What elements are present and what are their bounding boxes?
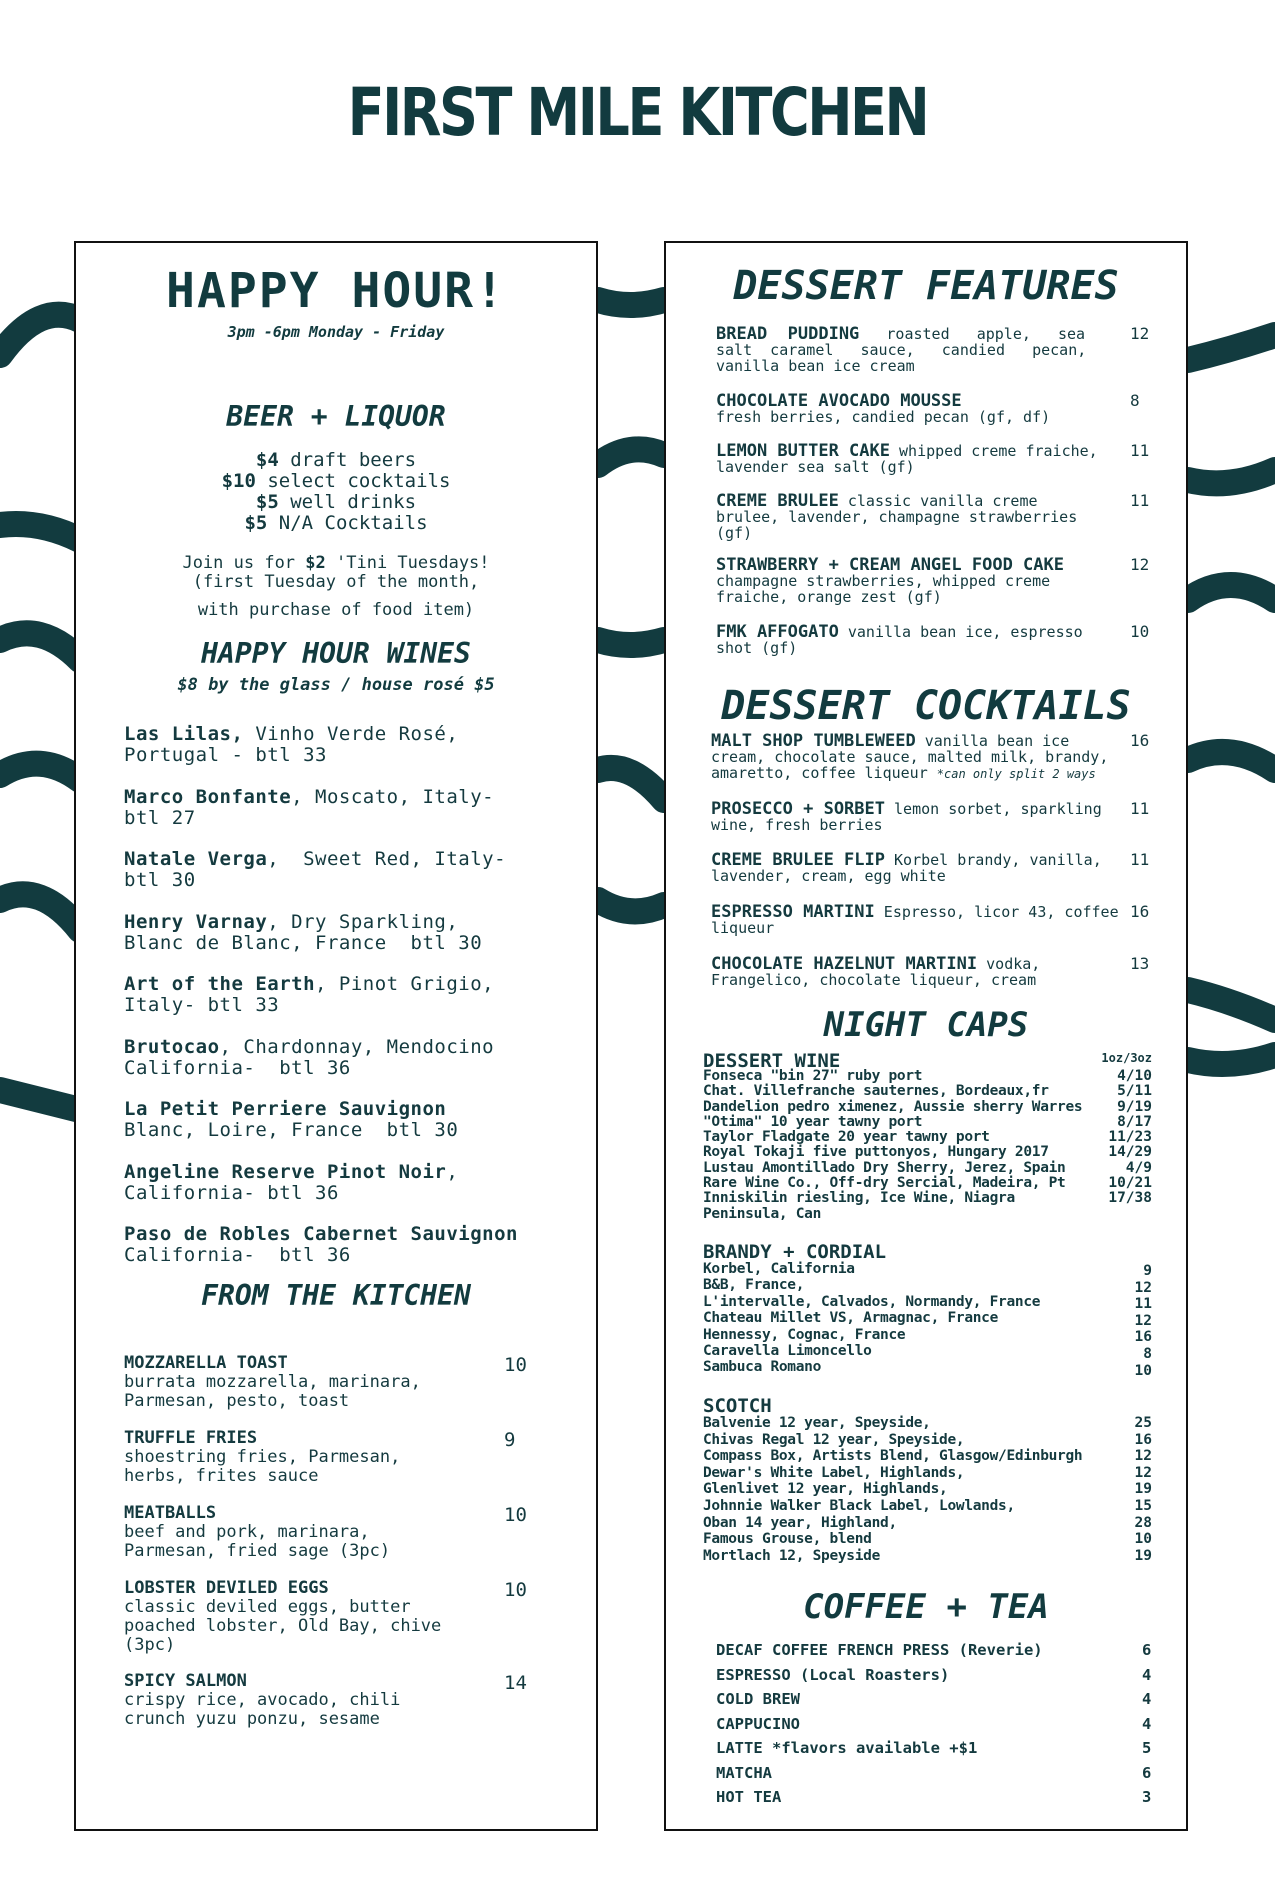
brandy-price: 11 (1134, 1296, 1152, 1313)
cocktail-price: 11 (1130, 799, 1150, 818)
coffee-name: LATTE *flavors available +$1 (716, 1739, 978, 1757)
wine-item (124, 974, 554, 1016)
tini-tuesday-line-3: with purchase of food item) (197, 600, 475, 620)
wine-name: La Petit Perriere Sauvignon (124, 1098, 447, 1120)
deal-price: $4 (255, 449, 279, 471)
kitchen-item (124, 1429, 400, 1486)
brandy-name: Hennessy, Cognac, France (703, 1326, 906, 1343)
kitchen-item-desc: crispy rice, avocado, chili crunch yuzu ponzu, sesame (124, 1690, 401, 1729)
cocktail-item (711, 902, 1119, 937)
kitchen-item-price: 10 (504, 1354, 527, 1376)
brandy-name: Korbel, California (703, 1261, 855, 1277)
cocktail-desc: lemon sorbet, sparkling wine, fresh berries (711, 800, 1102, 834)
night-caps-heading: NIGHT CAPS (823, 1005, 1029, 1045)
brandy-name: Caravella Limoncello (703, 1343, 872, 1360)
dessert-item (716, 393, 1116, 425)
beer-liquor-deals (76, 450, 596, 534)
dessert-wine-price: 9/19 (1117, 1098, 1152, 1115)
cocktail-item (711, 733, 1111, 782)
dessert-wine-name: Peninsula, Can (703, 1205, 822, 1222)
from-the-kitchen-heading: FROM THE KITCHEN (201, 1279, 471, 1312)
dessert-wine-name: Rare Wine Co., Off-dry Sercial, Madeira, Pt (703, 1175, 1066, 1192)
wine-detail: , Sweet Red, Italy- (267, 848, 507, 870)
dessert-wine-price: 11/23 (1108, 1129, 1152, 1146)
dessert-desc: whipped creme fraiche, lavender sea salt (gf) (716, 442, 1098, 476)
scotch-name: Compass Box, Artists Blend, Glasgow/Edinburgh (703, 1448, 1083, 1465)
deal-line (76, 471, 596, 492)
cocktail-price: 13 (1130, 954, 1150, 973)
dessert-wine-name: Chat. Villefranche sauternes, Bordeaux,fr (703, 1083, 1049, 1100)
coffee-name: HOT TEA (716, 1788, 782, 1806)
dessert-price: 12 (1130, 555, 1150, 574)
brandy-price: 10 (1134, 1362, 1152, 1379)
dessert-item (716, 326, 1116, 374)
wine-name: Art of the Earth (124, 973, 316, 995)
happy-hour-title: HAPPY HOUR! (166, 263, 506, 319)
wine-name: Angeline Reserve Pinot Noir (124, 1160, 447, 1183)
wine-line-2: btl 30 (124, 869, 196, 891)
coffee-name: COLD BREW (716, 1690, 800, 1708)
kitchen-item-name: MOZZARELLA TOAST (124, 1353, 288, 1373)
scotch-name: Oban 14 year, Highland, (703, 1514, 897, 1531)
scotch-prices (1135, 1415, 1152, 1564)
cocktail-name: CREME BRULEE FLIP (711, 850, 885, 870)
kitchen-item-name: SPICY SALMON (124, 1671, 247, 1691)
coffee-price: 4 (1142, 1665, 1152, 1684)
dessert-price: 12 (1130, 324, 1150, 343)
happy-hour-panel (74, 241, 598, 1831)
dessert-name: CHOCOLATE AVOCADO MOUSSE (716, 391, 962, 411)
wine-item (124, 724, 554, 766)
dessert-wine-price (1108, 1207, 1152, 1222)
coffee-name: DECAF COFFEE FRENCH PRESS (Reverie) (716, 1641, 1043, 1659)
dessert-wine-price: 4/9 (1125, 1159, 1152, 1176)
deal-price: $5 (244, 512, 268, 534)
cocktail-name: PROSECCO + SORBET (711, 799, 885, 819)
deal-line (76, 513, 596, 534)
dessert-wine-name: Fonseca "bin 27" ruby port (703, 1068, 923, 1084)
dessert-wine-price: 14/29 (1108, 1144, 1152, 1161)
deal-line (76, 492, 596, 513)
wine-line-2: Blanc, Loire, France btl 30 (124, 1119, 459, 1141)
cocktail-desc: Espresso, licor 43, coffee liqueur (711, 903, 1119, 937)
dessert-wine-price: 4/10 (1117, 1068, 1152, 1084)
kitchen-item-desc: classic deviled eggs, butter poached lobster, Old Bay, chive (3pc) (124, 1597, 442, 1655)
deal-text: N/A Cocktails (267, 512, 428, 534)
dessert-desc: roasted apple, sea salt caramel sauce, candied pecan, vanilla bean ice cream (716, 325, 1087, 375)
dessert-panel (664, 241, 1188, 1831)
cocktail-desc: vodka, Frangelico, chocolate liqueur, cream (711, 955, 1041, 989)
wine-name: Paso de Robles Cabernet Sauvignon (124, 1223, 518, 1245)
happy-hour-wines-subheading: $8 by the glass / house rosé $5 (177, 675, 495, 695)
dessert-wine-price: 5/11 (1117, 1083, 1152, 1100)
dessert-wine-name: Dandelion pedro ximenez, Aussie sherry Warres (703, 1098, 1083, 1115)
dessert-features-heading: DESSERT FEATURES (733, 263, 1119, 309)
happy-hour-wines-heading: HAPPY HOUR WINES (201, 637, 471, 670)
wine-detail: , Moscato, Italy- (291, 785, 495, 808)
coffee-price: 4 (1142, 1714, 1152, 1733)
cocktail-note: *can only split 2 ways (936, 767, 1096, 781)
scotch-price: 12 (1134, 1464, 1152, 1481)
scotch-name: Chivas Regal 12 year, Speyside, (703, 1431, 965, 1448)
wine-name: Las Lilas, (124, 723, 244, 745)
tini-tuesday-line-2: (first Tuesday of the month, (192, 572, 480, 592)
wine-name: Marco Bonfante (124, 785, 292, 808)
dessert-wine-heading: DESSERT WINE (703, 1050, 841, 1072)
brandy-names (703, 1261, 1040, 1376)
kitchen-item-desc: shoestring fries, Parmesan, herbs, frites sauce (124, 1447, 401, 1486)
dessert-price: 8 (1130, 391, 1140, 410)
scotch-name: Glenlivet 12 year, Highlands, (703, 1481, 948, 1498)
wine-line-2: Blanc de Blanc, France btl 30 (124, 931, 483, 954)
wine-line-2: California- btl 36 (124, 1056, 351, 1079)
wine-item (124, 1162, 554, 1204)
dessert-desc: fresh berries, candied pecan (gf, df) (716, 408, 1051, 426)
coffee-names (716, 1638, 1043, 1810)
cocktail-price: 11 (1130, 850, 1150, 869)
dessert-price: 11 (1130, 441, 1150, 460)
wine-detail: , Dry Sparkling, (267, 910, 459, 933)
dessert-item (716, 493, 1116, 541)
dessert-wine-name: Inniskilin riesling, Ice Wine, Niagra (703, 1190, 1015, 1207)
wine-detail: , (446, 1160, 459, 1183)
wine-line-2: Portugal - btl 33 (124, 744, 327, 766)
dessert-name: FMK AFFOGATO (716, 622, 839, 642)
wine-line-2: Italy- btl 33 (124, 994, 280, 1016)
deal-line (76, 450, 596, 471)
wine-item (124, 849, 554, 891)
wine-line-1 (124, 912, 554, 933)
wine-line-1 (124, 787, 554, 808)
scotch-price: 16 (1134, 1431, 1152, 1448)
scotch-name: Balvenie 12 year, Speyside, (703, 1415, 931, 1431)
happy-hour-time: 3pm -6pm Monday - Friday (227, 323, 445, 341)
coffee-tea-heading: COFFEE + TEA (803, 1587, 1049, 1627)
scotch-heading: SCOTCH (703, 1395, 772, 1417)
brandy-price: 12 (1134, 1279, 1152, 1296)
dessert-price: 11 (1130, 491, 1150, 510)
kitchen-item-name: TRUFFLE FRIES (124, 1428, 258, 1448)
scotch-name: Famous Grouse, blend (703, 1531, 872, 1548)
scotch-price: 15 (1134, 1497, 1152, 1514)
scotch-price: 28 (1134, 1514, 1152, 1531)
cocktail-item (711, 852, 1111, 884)
scotch-name: Dewar's White Label, Highlands, (703, 1464, 965, 1481)
kitchen-item-price: 10 (504, 1504, 527, 1526)
kitchen-item (124, 1504, 390, 1561)
dessert-wine-name: "Otima" 10 year tawny port (703, 1113, 923, 1130)
dessert-wine-price: 17/38 (1108, 1190, 1152, 1207)
brandy-price: 8 (1143, 1345, 1152, 1362)
scotch-price: 12 (1134, 1448, 1152, 1465)
kitchen-item-name: MEATBALLS (124, 1503, 217, 1523)
wine-line-2: btl 27 (124, 806, 196, 829)
dessert-name: STRAWBERRY + CREAM ANGEL FOOD CAKE (716, 555, 1064, 575)
dessert-wine-name: Taylor Fladgate 20 year tawny port (703, 1129, 990, 1146)
scotch-name: Mortlach 12, Speyside (703, 1547, 881, 1564)
wine-line-1 (124, 974, 554, 995)
dessert-cocktails-heading: DESSERT COCKTAILS (721, 683, 1131, 729)
wine-line-1 (124, 1037, 554, 1058)
wine-line-2: California- btl 36 (124, 1244, 351, 1266)
wine-detail: Vinho Verde Rosé, (243, 723, 459, 745)
kitchen-item-price: 9 (504, 1429, 516, 1451)
coffee-name: CAPPUCINO (716, 1714, 800, 1733)
dessert-wine-prices (1108, 1069, 1152, 1222)
dessert-desc: vanilla bean ice, espresso shot (gf) (716, 623, 1083, 657)
brandy-prices (1135, 1263, 1152, 1379)
coffee-name: MATCHA (716, 1763, 772, 1782)
dessert-desc: classic vanilla creme brulee, lavender, champagne strawberries (gf) (716, 492, 1078, 542)
wine-line-1 (124, 724, 554, 745)
dessert-wine-name: Royal Tokaji five puttonyos, Hungary 2017 (703, 1144, 1049, 1161)
kitchen-item (124, 1579, 441, 1655)
kitchen-item-desc: burrata mozzarella, marinara, Parmesan, pesto, toast (124, 1372, 421, 1411)
cocktail-price: 16 (1130, 902, 1150, 921)
dessert-name: CREME BRULEE (716, 491, 839, 511)
brandy-price: 16 (1134, 1329, 1152, 1346)
brandy-price: 12 (1134, 1312, 1152, 1329)
brandy-cordial-heading: BRANDY + CORDIAL (703, 1241, 887, 1263)
wine-line-2: California- btl 36 (124, 1181, 339, 1204)
dessert-wine-names (703, 1069, 1082, 1222)
dessert-name: BREAD PUDDING (716, 324, 860, 344)
dessert-item (716, 624, 1116, 656)
wine-name: Natale Verga (124, 848, 268, 870)
cocktail-name: CHOCOLATE HAZELNUT MARTINI (711, 954, 978, 974)
wine-line-1 (124, 849, 554, 870)
tini-tuesday-line-1: Join us for $2 'Tini Tuesdays! (182, 553, 490, 573)
restaurant-logo: FIRST MILE KITCHEN (347, 74, 928, 151)
brandy-name: L'intervalle, Calvados, Normandy, France (703, 1293, 1041, 1310)
dessert-item (716, 443, 1116, 475)
scotch-price: 19 (1134, 1547, 1152, 1564)
coffee-price: 5 (1142, 1739, 1152, 1757)
wine-name: Henry Varnay (124, 910, 268, 933)
dessert-name: LEMON BUTTER CAKE (716, 441, 890, 461)
wine-line-1 (124, 1224, 554, 1245)
kitchen-item-name: LOBSTER DEVILED EGGS (124, 1578, 329, 1598)
wine-detail: , Pinot Grigio, (315, 973, 495, 995)
dessert-wine-price: 8/17 (1117, 1113, 1152, 1130)
brandy-name: Chateau Millet VS, Armagnac, France (703, 1310, 999, 1327)
deal-text: well drinks (278, 491, 417, 513)
dessert-price: 10 (1130, 622, 1150, 641)
cocktail-name: ESPRESSO MARTINI (711, 902, 875, 922)
wine-line-1 (124, 1162, 554, 1183)
kitchen-item-price: 10 (504, 1579, 527, 1601)
kitchen-item (124, 1672, 400, 1729)
deal-price: $10 (221, 470, 256, 492)
coffee-price: 6 (1142, 1641, 1152, 1659)
cocktail-price: 16 (1130, 731, 1150, 750)
cocktail-desc: Korbel brandy, vanilla, lavender, cream, egg white (711, 851, 1102, 885)
wine-name: Brutocao (124, 1035, 220, 1058)
deal-text: select cocktails (255, 470, 451, 492)
coffee-price: 6 (1142, 1763, 1152, 1782)
wine-line-1 (124, 1099, 554, 1120)
dessert-item (716, 557, 1116, 605)
coffee-price: 4 (1142, 1690, 1152, 1708)
beer-liquor-heading: BEER + LIQUOR (226, 400, 446, 433)
brandy-name: B&B, France, (703, 1277, 805, 1294)
cocktail-name: MALT SHOP TUMBLEWEED (711, 731, 916, 751)
deal-text: draft beers (278, 449, 417, 471)
dessert-wine-price: 10/21 (1108, 1175, 1152, 1192)
wine-item (124, 912, 554, 954)
coffee-prices (1142, 1638, 1151, 1810)
scotch-price: 25 (1134, 1415, 1152, 1431)
coffee-name: ESPRESSO (Local Roasters) (716, 1665, 950, 1684)
brandy-price: 9 (1143, 1263, 1152, 1279)
cocktail-item (711, 956, 1111, 988)
wine-item (124, 1037, 554, 1079)
dessert-wine-name: Lustau Amontillado Dry Sherry, Jerez, Spain (703, 1159, 1066, 1176)
wine-item (124, 787, 554, 829)
cocktail-item (711, 801, 1111, 833)
dessert-desc: champagne strawberries, whipped creme fraiche, orange zest (gf) (716, 572, 1051, 606)
coffee-price: 3 (1142, 1788, 1152, 1806)
cocktail-desc: vanilla bean ice cream, chocolate sauce, malted milk, brandy, amaretto, coffee liqueur (711, 732, 1109, 782)
scotch-price: 10 (1134, 1531, 1152, 1548)
scotch-names (703, 1415, 1082, 1564)
kitchen-item-desc: beef and pork, marinara, Parmesan, fried sage (3pc) (124, 1522, 391, 1561)
scotch-price: 19 (1134, 1481, 1152, 1498)
brandy-name: Sambuca Romano (703, 1359, 822, 1376)
scotch-name: Johnnie Walker Black Label, Lowlands, (703, 1497, 1015, 1514)
kitchen-item (124, 1354, 421, 1411)
deal-price: $5 (255, 491, 279, 513)
wine-item (124, 1224, 554, 1266)
dessert-wine-sizes: 1oz/3oz (1101, 1051, 1152, 1065)
kitchen-item-price: 14 (504, 1672, 527, 1694)
wine-item (124, 1099, 554, 1141)
wine-detail: , Chardonnay, Mendocino (219, 1035, 495, 1058)
